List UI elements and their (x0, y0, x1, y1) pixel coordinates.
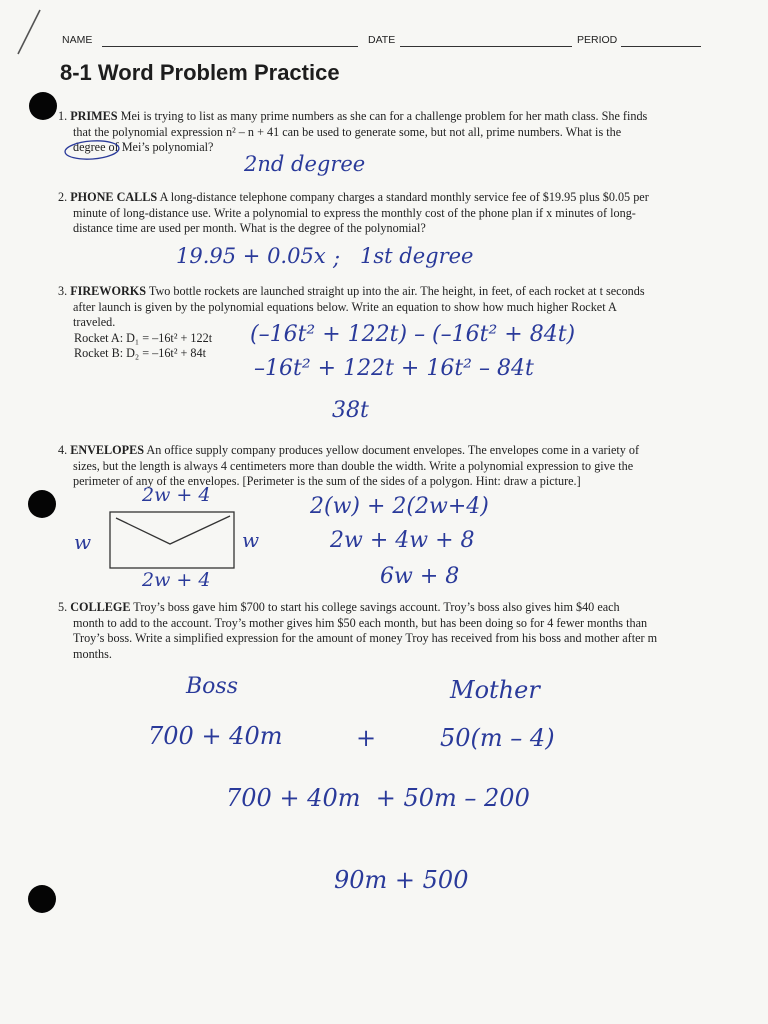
answer-2-degree: 1st degree (360, 244, 474, 268)
envelope-right-label: w (242, 528, 260, 552)
question-topic: PRIMES (70, 109, 118, 123)
boss-label: Boss (186, 674, 238, 699)
boss-expression: 700 + 40m (148, 722, 283, 750)
rocket-a-equation: Rocket A: D₁ = –16t² + 122t (74, 331, 213, 345)
question-topic: COLLEGE (70, 600, 131, 614)
answer-3-final: 38t (332, 398, 369, 423)
question-3: 3. FIREWORKS Two bottle rockets are launched straight up into the air. The height, in feet, of each rocket at t seconds after launch is given by the polynomial equations below. Write an equation to show how much higher Rocket A traveled. (58, 284, 645, 329)
mother-label: Mother (450, 676, 540, 704)
name-line (102, 46, 358, 47)
name-label: NAME (62, 34, 93, 46)
question-1: 1. PRIMES Mei is trying to list as many prime numbers as she can for a challenge problem for her math class. She finds that the polynomial expression n² – n + 41 can be used to generate some, but not all, prime numbers. What is the degree of Mei’s polynomial? (58, 109, 648, 154)
envelope-top-label: 2w + 4 (142, 484, 211, 506)
plus-sign: + (356, 724, 377, 752)
answer-4-setup: 2(w) + 2(2w+4) (310, 494, 489, 519)
question-topic: FIREWORKS (70, 284, 147, 298)
period-label: PERIOD (577, 34, 618, 46)
binder-hole-top (29, 92, 57, 120)
binder-hole-bottom (28, 885, 56, 913)
answer-5-final: 90m + 500 (334, 866, 469, 894)
period-line (621, 46, 701, 47)
question-topic: ENVELOPES (70, 443, 145, 457)
degree-circle-mark (64, 138, 124, 162)
answer-2-separator: ; (333, 246, 341, 270)
answer-1: 2nd degree (244, 152, 366, 176)
pencil-slash-mark (14, 8, 44, 58)
page-title: 8-1 Word Problem Practice (60, 60, 340, 85)
answer-2-expression: 19.95 + 0.05x (176, 244, 326, 268)
date-line (400, 46, 572, 47)
question-2: 2. PHONE CALLS A long-distance telephone company charges a standard monthly service fee of $19.95 plus $0.05 per minute of long-distance use. Write a polynomial to express the monthly cost of the phone plan if x minutes of long- distance time are used per month. What is the degree of the polynomial? (58, 190, 649, 235)
answer-3-setup: (–16t² + 122t) – (–16t² + 84t) (250, 322, 576, 347)
answer-3-expanded: –16t² + 122t + 16t² – 84t (254, 356, 534, 381)
answer-4-final: 6w + 8 (380, 564, 460, 589)
answer-5-combined: 700 + 40m + 50m – 200 (226, 784, 530, 812)
question-5: 5. COLLEGE Troy’s boss gave him $700 to start his college savings account. Troy’s boss also gives him $40 each month to add to the account. Troy’s mother gives him $50 each month, but has been doing so for 4 fewer months than Troy’s boss. Write a simplified expression for the amount of money Troy has received from his boss and mother after m months. (58, 600, 658, 661)
binder-hole-middle (28, 490, 56, 518)
question-4: 4. ENVELOPES An office supply company produces yellow document envelopes. The envelopes come in a variety of sizes, but the length is always 4 centimeters more than double the width. Write a polynomial expression to give the perimeter of any of the envelopes. [Perimeter is the sum of the sides of a polygon. Hint: draw a picture.] (58, 443, 640, 488)
mother-expression: 50(m – 4) (440, 724, 555, 752)
answer-4-combined: 2w + 4w + 8 (330, 528, 475, 553)
rocket-b-equation: Rocket B: D₂ = –16t² + 84t (74, 346, 207, 360)
envelope-left-label: w (74, 530, 92, 554)
date-label: DATE (368, 34, 396, 46)
question-topic: PHONE CALLS (70, 190, 158, 204)
envelope-bottom-label: 2w + 4 (142, 569, 211, 591)
envelope-sketch (108, 508, 238, 572)
